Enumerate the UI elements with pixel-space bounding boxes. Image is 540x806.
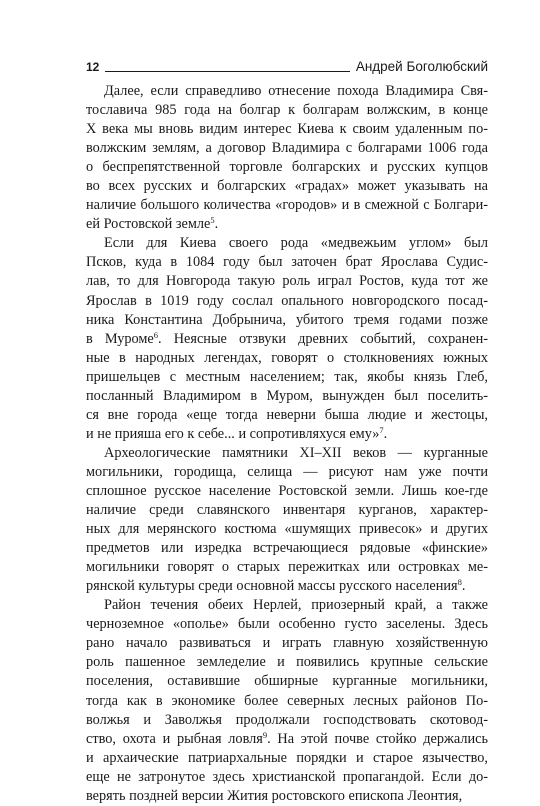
- sentence-end: .: [461, 578, 466, 595]
- text-line: и архаические патриархальные порядки и старое язычество,: [86, 749, 488, 766]
- text-line: посланный Владимиром в Муром, вынужден был поселить-: [86, 387, 488, 404]
- header-rule: [105, 71, 349, 72]
- text-line: черноземное «ополье» были особенно густо заселены. Здесь: [86, 616, 488, 633]
- text-line: во всех русских и болгарских «градах» может указывать на: [86, 178, 488, 195]
- text-line: и не прияша его к себе... и сопротивляхуся ему»$^7$.: [86, 424, 388, 442]
- text-line: волжским землям, а договор Владимира с болгарами 1006 года: [86, 140, 488, 157]
- text-line: Если для Киева своего рода «медвежьим углом» был: [104, 235, 488, 252]
- paragraph: [86, 82, 488, 234]
- text-line: пришельцев с местным населением; так, якобы князь Глеб,: [86, 368, 488, 385]
- text-line: роль пашенное земледелие и появились крупные сельские: [86, 654, 488, 671]
- text-line: Археологические памятники XI–XII веков — курганные: [104, 444, 488, 461]
- page-header: [86, 58, 488, 76]
- sentence-end: .: [383, 425, 388, 442]
- text-line: верять поздней версии Жития ростовского епископа Леонтия,: [86, 787, 463, 804]
- text-line: ные в народных легендах, говорят о столкновениях южных: [86, 349, 488, 366]
- text-line: наличие большого количества «городов» и в смежной с Болгари-: [86, 197, 488, 214]
- footnote-ref: 5: [210, 215, 215, 226]
- paragraph: [86, 596, 488, 806]
- text-line: сплошное русское население Ростовской земли. Лишь кое-где: [86, 482, 488, 499]
- text-line: рянской культуры среди основной массы русского населения$^8$.: [86, 577, 466, 595]
- text-line: Х века мы вновь видим интерес Киева к своим удаленным по-: [86, 121, 488, 138]
- sentence-end: .: [214, 216, 219, 233]
- text-line: могильники, городища, селища — рисуют нам уже почти: [86, 463, 488, 480]
- text-line: наличие среди славянского инвентаря курганов, характер-: [86, 502, 488, 519]
- text-line: Далее, если справедливо отнесение похода Владимира Свя-: [104, 83, 488, 99]
- footnote-ref: 6: [153, 329, 159, 340]
- text-line: о беспрепятственной торговле болгарских и русских купцов: [86, 159, 488, 176]
- paragraph: [86, 234, 488, 444]
- text-line: тогда как в экономике более северных лесных районов По-: [86, 692, 488, 709]
- text-line: волжья и Заволжья продолжали господствовать скотовод-: [86, 711, 488, 728]
- text-line: могильники говорят о старых пережитках или островках ме-: [86, 559, 488, 576]
- text-line: ных для мерянского костюма «шумящих привесок» и других: [86, 521, 488, 538]
- footnote-ref: 7: [379, 424, 384, 435]
- text-line: предметов или изредка встречающиеся рядовые «финские»: [86, 540, 488, 557]
- text-line: ство, охота и рыбная ловля$^9$. На этой почве стойко держались: [86, 729, 488, 747]
- body-text: [86, 82, 488, 806]
- text-line: Район течения обеих Нерлей, приозерный край, а также: [104, 597, 488, 614]
- footnote-ref: 9: [262, 729, 268, 740]
- footnote-ref: 8: [457, 577, 462, 588]
- text-line: поселения, оставившие обширные курганные могильники,: [86, 673, 488, 690]
- text-line: ника Константина Добрынича, убитого тремя годами позже: [86, 311, 488, 328]
- text-line: еще не затронутое здесь христианской пропагандой. Если до-: [86, 768, 488, 785]
- text-line: ей Ростовской земле$^5$.: [86, 215, 219, 233]
- text-line: рано начало развиваться и играть главную хозяйственную: [86, 635, 488, 652]
- text-line: Псков, куда в 1084 году был заточен брат Ярослава Судис-: [86, 254, 488, 271]
- text-line: ся вне города «еще тогда неверни быша людие и жестоцы,: [86, 406, 488, 423]
- page-number: 12: [86, 60, 100, 74]
- paragraph: [86, 444, 488, 596]
- running-title: Андрей Боголюбский: [355, 59, 488, 75]
- text-line: тославича 985 года на болгар к болгарам волжским, в конце: [86, 102, 488, 119]
- text-line: Ярослав в 1019 году сослал опального новгородского посад-: [86, 292, 488, 309]
- text-line: в Муроме$^6$. Неясные отзвуки древних событий, сохранен-: [86, 329, 488, 347]
- text-line: лав, то для Новгорода такую роль играл Ростов, куда тот же: [86, 273, 488, 290]
